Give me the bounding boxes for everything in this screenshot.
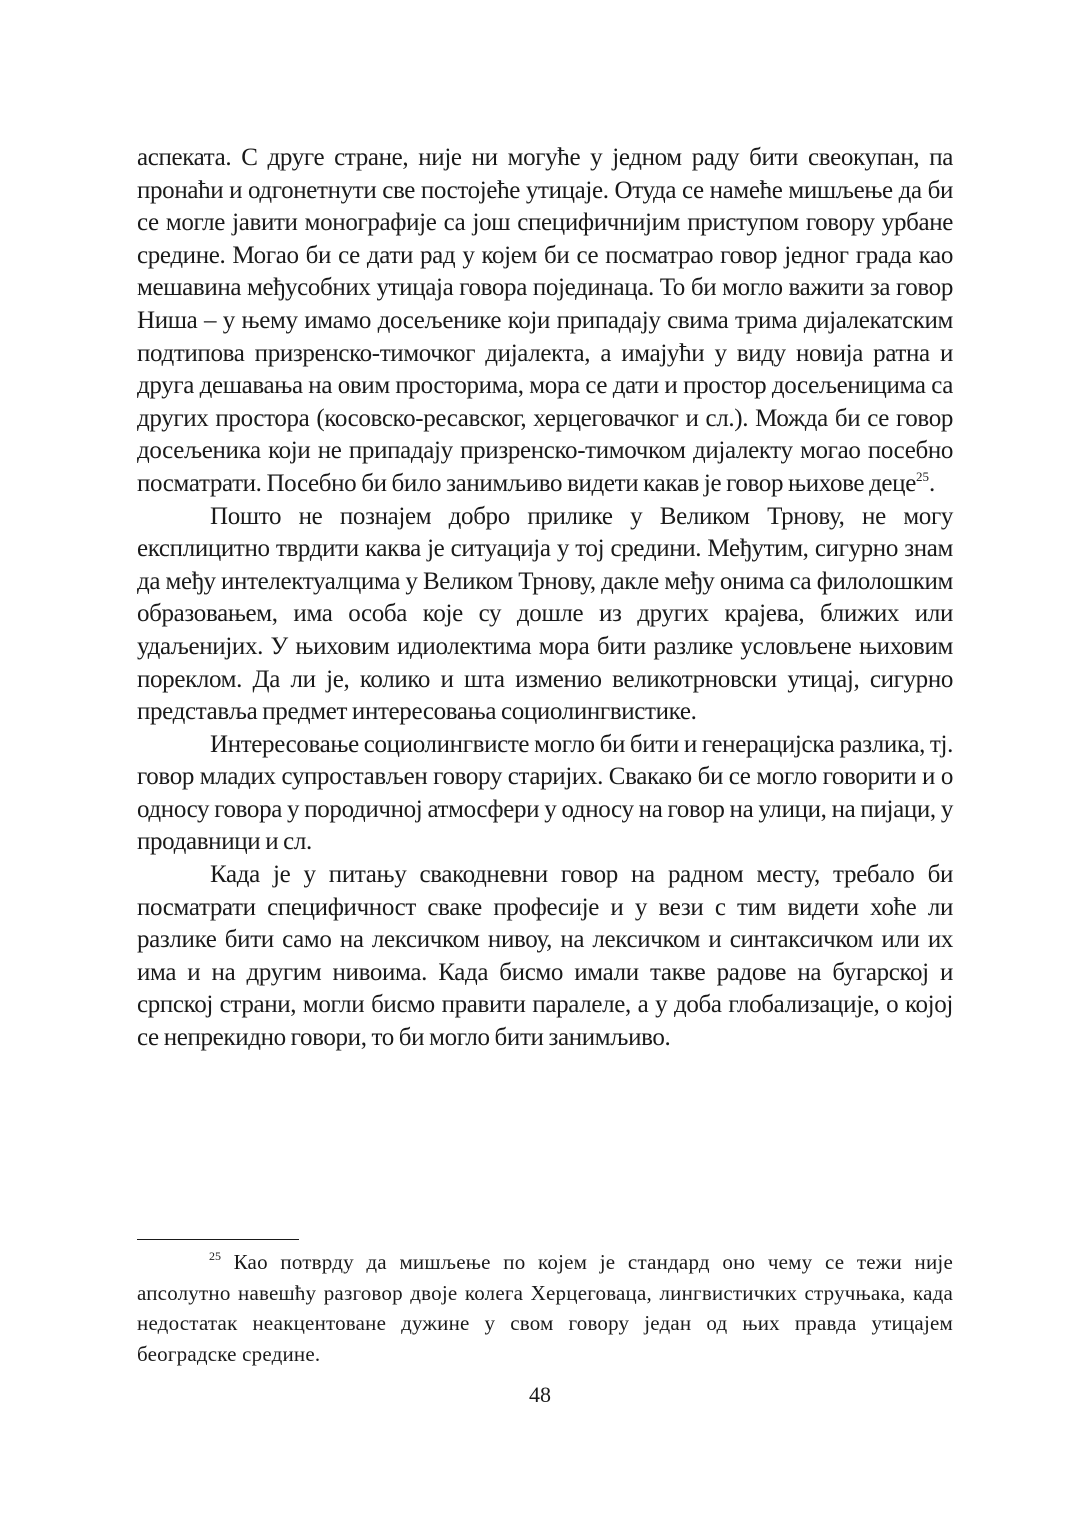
paragraph-1-end: . [928,469,935,497]
paragraph-1-text: аспеката. С друге стране, није ни могуће у једном раду бити свеокупан, па пронаћи и одгонетнути све постојеће утицаје. Отуда се намеће мишљење да би се могле јавити монографије са још специфичнијим приступом говору урбане средине. Могао би се дати рад у којем би се посматрао говор једног града као мешавина међусобних утицаја говора појединаца. То би могло важити за говор Ниша – у њему имамо досељенике који припадају свима трима дијалекатским подтипова призренско-тимочког дијалекта, а имајући у виду новија ратна и друга дешавања на овим просторима, мора се дати и простор досељеницима са других простора (косовско-ресавског, херцеговачког и сл.). Можда би се говор досељеника који не припадају призренско-тимочком дијалекту могао посебно посматрати. Посебно би било занимљиво видети какав је говор њихове деце [137,144,953,497]
footnote-separator [137,1239,299,1240]
footnote-text: Као потврду да мишљење по којем је стандард оно чему се тежи није апсолутно навешћу разговор двоје колега Херцеговаца, лингвистичких стручњака, када недостатак неакцентоване дужине у свом говору један од њих правда утицајем београдске средине. [137,1250,953,1366]
body-text [137,142,953,1055]
paragraph-2: Пошто не познајем добро прилике у Великом Трнову, не могу експлицитно тврдити каква је ситуација у тој средини. Међутим, сигурно знам да међу интелектуалцима у Великом Трнову, дакле међу онима са филолошким образовањем, има особа које су дошле из других крајева, ближих или удаљенијих. У њиховим идиолектима мора бити разлике условљене њиховим пореклом. Да ли је, колико и шта изменио великотрновски утицај, сигурно представља предмет интересовања социолингвистике. [137,502,953,726]
page-number: 48 [529,1382,551,1407]
footnote-reference[interactable]: 25 [915,468,929,484]
footnote-number: 25 [209,1249,221,1263]
paragraph-3: Интересовање социолингвисте могло би бити и генерацијска разлика, тј. говор младих супростављен говору старијих. Свакако би се могло говорити и о односу говора у породичној атмосфери у односу на говор на улици, на пијаци, у продавници и сл. [137,730,953,856]
paragraph-4: Када је у питању свакодневни говор на радном месту, требало би посматрати специфичност сваке професије и у вези с тим видети хоће ли разлике бити само на лексичком нивоу, на лексичком и синтаксичком или их има и на другим нивоима. Када бисмо имали такве радове на бугарској и српској страни, могли бисмо правити паралеле, а у доба глобализације, о којој се непрекидно говори, то би могло бити занимљиво. [137,861,953,1052]
footnote [137,1247,953,1369]
paragraph-1 [137,142,953,501]
